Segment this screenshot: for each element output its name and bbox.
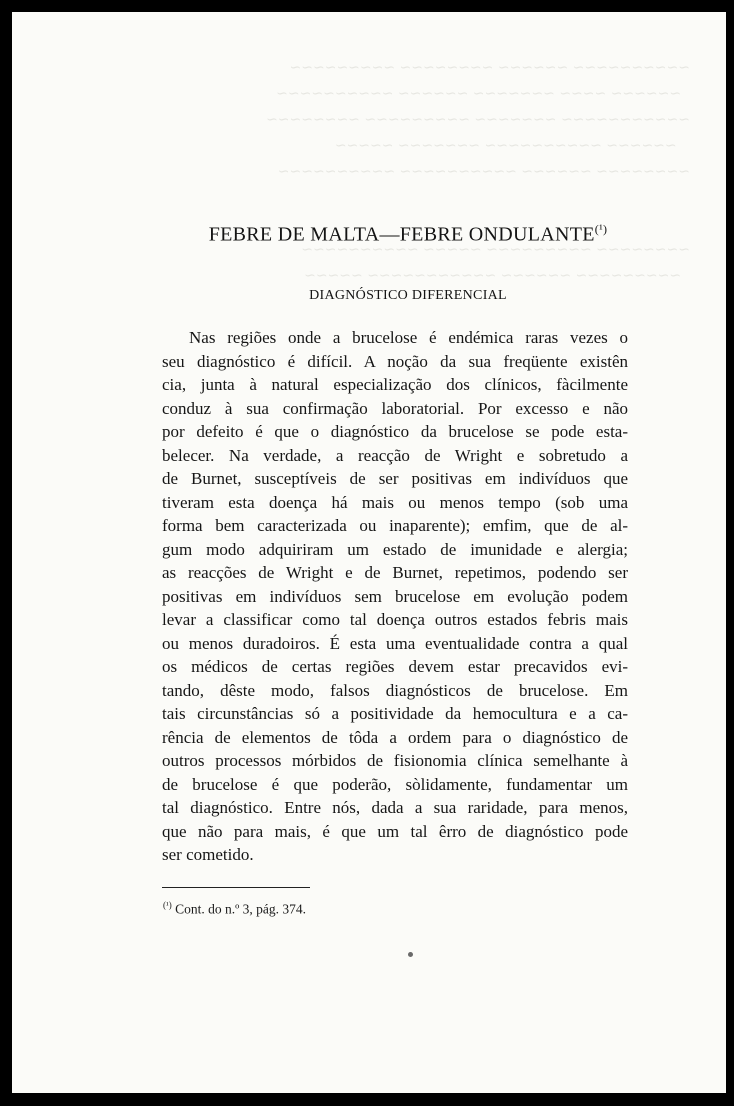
section-subtitle: DIAGNÓSTICO DIFERENCIAL	[309, 288, 507, 303]
paragraph-line: conduz à sua confirmação laboratorial. Por excesso e não	[162, 398, 628, 418]
footnote	[163, 900, 306, 918]
paragraph-line: por defeito é que o diagnóstico da brucelose se pode esta-	[162, 422, 628, 441]
article-title-text: FEBRE DE MALTA—FEBRE ONDULANTE	[208, 223, 595, 246]
paragraph-line: levar a classificar como tal doença outros estados febris mais	[162, 610, 628, 629]
paragraph-line: outros processos mórbidos de fisionomia clínica semelhante à	[162, 751, 628, 770]
paragraph-line: tais circunstâncias só a positividade da hemocultura e a ca-	[162, 704, 628, 723]
paragraph-line: cia, junta à natural especialização dos clínicos, fàcilmente	[162, 375, 628, 394]
paragraph-line: tal diagnóstico. Entre nós, dada a sua raridade, para menos,	[162, 798, 628, 817]
footnote-text: Cont. do n.º 3, pág. 374.	[175, 901, 307, 917]
paragraph-line: belecer. Na verdade, a reacção de Wright e sobretudo a	[162, 445, 628, 465]
paragraph-line: de brucelose é que poderão, sòlidamente, fundamentar um	[162, 774, 628, 794]
footnote-marker: (¹)	[163, 900, 172, 910]
paragraph-line: de Burnet, susceptíveis de ser positivas em indivíduos que	[162, 469, 628, 488]
ink-speck	[408, 952, 413, 957]
paragraph-line: tando, dêste modo, falsos diagnósticos de brucelose. Em	[162, 680, 628, 700]
paragraph-line: seu diagnóstico é difícil. A noção da sua freqüente existên	[162, 351, 628, 371]
paragraph-line: as reacções de Wright e de Burnet, repetimos, podendo ser	[162, 563, 628, 582]
article-title	[148, 222, 668, 247]
paragraph-line: ser cometido.	[162, 845, 254, 864]
paragraph-line: ou menos duradoiros. É esta uma eventualidade contra a qual	[162, 633, 628, 653]
title-footnote-marker: (¹)	[594, 222, 608, 236]
paragraph-line: gum modo adquiriram um estado de imunidade e alergia;	[162, 539, 628, 559]
body-paragraph	[162, 326, 628, 867]
paragraph-line: os médicos de certas regiões devem estar precavidos evi-	[162, 657, 628, 676]
paragraph-line: Nas regiões onde a brucelose é endémica raras vezes o	[189, 328, 628, 347]
paragraph-line: positivas em indivíduos sem brucelose em evolução podem	[162, 586, 628, 606]
paragraph-line: forma bem caracterizada ou inaparente); emfim, que de al-	[162, 516, 628, 535]
paragraph-line: que não para mais, é que um tal êrro de diagnóstico pode	[162, 821, 628, 841]
bleed-through-shadow: ~~~~~~~~~~ ~~~~~~ ~~~~~~~~ ~~~~~~~~~ ~~~~~~ ~~~~ ~~~~~~~ ~~~~~~ ~~~~~~~~~~ ~~~~~~~~~~~ ~~~~~~~ ~~~~~~~~~ ~~~~~~~~ ~~~~~~ ~~~~~~~~~~ ~~~~~~~ ~~~~~ ~~~~~~~~ ~~~~~~ ~~~~~~~~~~ ~~~~~~~~~~ ~~~~~~~~ ~~~~~~~~~ ~~~~~ ~~~~~~~~~~ ~~~~~~~~~ ~~~~~~ ~~~~~~~~~~~ ~~~~~	[266, 60, 690, 284]
paragraph-line: rência de elementos de tôda a ordem para o diagnóstico de	[162, 727, 628, 747]
paragraph-line: tiveram esta doença há mais ou menos tempo (sob uma	[162, 492, 628, 512]
footnote-divider	[162, 887, 310, 888]
